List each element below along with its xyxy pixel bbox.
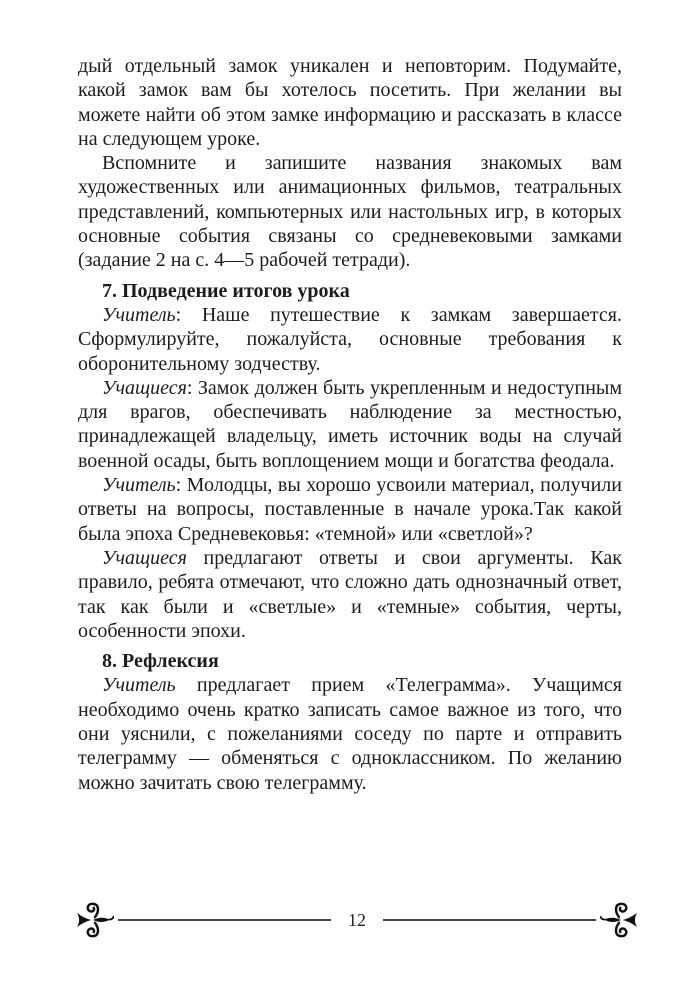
dialogue-students-1 (78, 376, 622, 473)
section-heading-7: 7. Подведение итогов урока (102, 279, 350, 302)
dialogue-teacher-1 (78, 303, 622, 376)
dialogue-students-2 (78, 546, 622, 643)
dialogue-teacher-3 (78, 673, 622, 794)
dialogue-text: предлагает прием «Телеграмма». Учащимся необходимо очень кратко записать самое важное из того, что они уяснили, с пожеланиями соседу по парте и отправить телеграмму — обменяться с одноклассником. По желанию можно зачитать свою телеграмму. (78, 674, 622, 794)
footer-rule-right (383, 919, 596, 921)
speaker-label-teacher: Учитель (102, 474, 176, 497)
page-number: 12 (348, 910, 366, 930)
fleuron-ornament-icon (76, 898, 114, 942)
speaker-label-teacher: Учитель (102, 674, 176, 697)
dialogue-text: предлагают ответы и свои аргументы. Как правило, ребята отмечают, что сложно дать однозначный ответ, так как были и «светлые» и «темные» события, черты, особенности эпохи. (78, 546, 622, 642)
dialogue-text: : Наше путешествие к замкам завершается. Сформулируйте, пожалуйста, основные требования к оборонительному зодчеству. (78, 303, 622, 375)
dialogue-text: : Молодцы, вы хорошо усвоили материал, получили ответы на вопросы, поставленные в начале урока.Так какой была эпоха Средневековья: «темной» или «светлой»? (78, 474, 622, 545)
section-heading-8: 8. Рефлексия (102, 650, 219, 673)
dialogue-text: : Замок должен быть укрепленным и недоступным для врагов, обеспечивать наблюдение за местностью, принадлежащей владельцу, иметь источник воды на случай военной осады, быть воплощением мощи и богатства феодала. (78, 376, 622, 472)
speaker-label-teacher: Учитель (102, 303, 176, 326)
speaker-label-students: Учащиеся (102, 546, 187, 569)
page-footer (76, 898, 638, 942)
text-block (78, 54, 622, 795)
paragraph-task: Вспомните и запишите названия знакомых вам художественных или анимационных фильмов, театральных представлений, компьютерных или настольных игр, в которых основные события связаны со средневековыми замками (задание 2 на с. 4—5 рабочей тетради). (78, 152, 622, 272)
footer-rule-left (118, 919, 331, 921)
paragraph-continuation: дый отдельный замок уникален и неповторим. Подумайте, какой замок вам бы хотелось посетить. При желании вы можете найти об этом замке информацию и рассказать в классе на следующем уроке. (78, 55, 622, 150)
speaker-label-students: Учащиеся (102, 376, 187, 399)
fleuron-ornament-icon (600, 898, 638, 942)
dialogue-teacher-2 (78, 473, 622, 546)
